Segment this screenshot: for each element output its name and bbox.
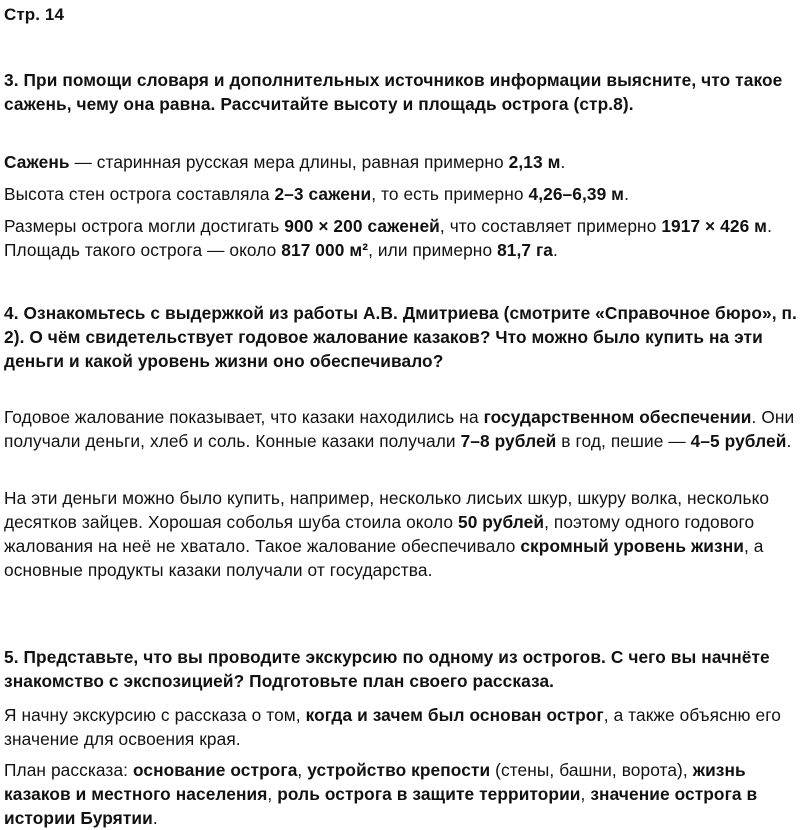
bold-phrase: роль острога в защите территории: [277, 784, 581, 804]
task-3-question: 3. При помощи словаря и дополнительных источников информации выясните, что такое сажень, чему она равна. Рассчитайте высоту и площадь острога (стр.8).: [4, 70, 783, 114]
text-run: в год, пешие —: [556, 431, 691, 451]
task-4-answer-2: [4, 486, 798, 582]
bold-phrase: 7–8 рублей: [460, 431, 557, 451]
answer-paragraph: [4, 150, 798, 174]
text-run: , то есть примерно: [371, 184, 529, 204]
task-3-answer-3: [4, 214, 798, 262]
answer-paragraph: [4, 182, 798, 206]
text-run: — старинная русская мера длины, равная примерно: [69, 152, 509, 172]
bold-phrase: скромный уровень жизни: [520, 536, 744, 556]
bold-phrase: устройство крепости: [307, 760, 491, 780]
text-run: (стены, башни, ворота),: [490, 760, 693, 780]
text-run: План рассказа:: [4, 760, 133, 780]
task-3-answer-2: [4, 182, 798, 206]
text-run: .: [786, 431, 792, 451]
answer-paragraph: [4, 703, 798, 751]
answer-paragraph: [4, 758, 798, 830]
answer-paragraph: [4, 405, 798, 453]
task-3-answer-1: [4, 150, 798, 174]
text-run: . Площадь такого острога — около: [4, 216, 772, 260]
text-run: , что составляет примерно: [439, 216, 662, 236]
bold-phrase: 4–5 рублей: [690, 431, 787, 451]
task-4-question: 4. Ознакомьтесь с выдержкой из работы А.В. Дмитриева (смотрите «Справочное бюро», п. 2). О чём свидетельствует годовое жалование казаков? Что можно было купить на эти деньги и какой уровень жизни оно обеспечивало?: [4, 303, 797, 371]
text-run: Я начну экскурсию с рассказа о том,: [4, 705, 306, 725]
bold-phrase: Сажень: [4, 152, 70, 172]
bold-phrase: основание острога: [132, 760, 298, 780]
page-number: Стр. 14: [4, 5, 65, 24]
text-run: , а также объясню его значение для освоения края.: [4, 705, 781, 749]
text-run: , а основные продукты казаки получали от государства.: [4, 536, 764, 580]
text-run: ,: [267, 784, 278, 804]
text-run: , или примерно: [368, 240, 498, 260]
task-4-answer-1: [4, 405, 798, 453]
text-run: .: [152, 808, 158, 828]
text-run: На эти деньги можно было купить, например, несколько лисьих шкур, шкуру волка, несколько десятков зайцев. Хорошая соболья шуба стоила около: [4, 488, 770, 532]
task-5-answer-2: [4, 758, 798, 830]
bold-phrase: 4,26–6,39 м: [528, 184, 625, 204]
text-run: .: [553, 240, 558, 260]
bold-phrase: 1917 × 426 м: [661, 216, 768, 236]
text-run: ,: [580, 784, 591, 804]
task-5-question: 5. Представьте, что вы проводите экскурсию по одному из острогов. С чего вы начнёте знакомство с экспозицией? Подготовьте план своего рассказа.: [4, 647, 770, 691]
task-3-section: [4, 68, 798, 116]
bold-phrase: 50 рублей: [457, 512, 545, 532]
task-5-section: [4, 645, 798, 693]
bold-phrase: жизнь казаков и местного населения: [4, 760, 746, 804]
text-run: .: [560, 152, 566, 172]
bold-phrase: 2,13 м: [508, 152, 561, 172]
answer-paragraph: [4, 486, 798, 582]
text-run: Годовое жалование показывает, что казаки находились на: [4, 407, 484, 427]
text-run: , поэтому одного годового жалования на неё не хватало. Такое жалование обеспечивало: [4, 512, 755, 556]
text-run: Высота стен острога составляла: [4, 184, 275, 204]
text-run: .: [624, 184, 629, 204]
bold-phrase: 817 000 м²: [281, 240, 369, 260]
bold-phrase: 81,7 га: [497, 240, 554, 260]
text-run: . Они получали деньги, хлеб и соль. Конные казаки получали: [4, 407, 795, 451]
task-4-section: [4, 301, 798, 373]
bold-phrase: государственном обеспечении: [483, 407, 752, 427]
bold-phrase: значение острога в истории Бурятии: [4, 784, 758, 828]
bold-phrase: 2–3 сажени: [274, 184, 372, 204]
text-run: ,: [297, 760, 308, 780]
bold-phrase: когда и зачем был основан острог: [305, 705, 604, 725]
task-5-answer-1: [4, 703, 798, 751]
text-run: Размеры острога могли достигать: [4, 216, 285, 236]
bold-phrase: 900 × 200 саженей: [284, 216, 440, 236]
answer-paragraph: [4, 214, 798, 262]
